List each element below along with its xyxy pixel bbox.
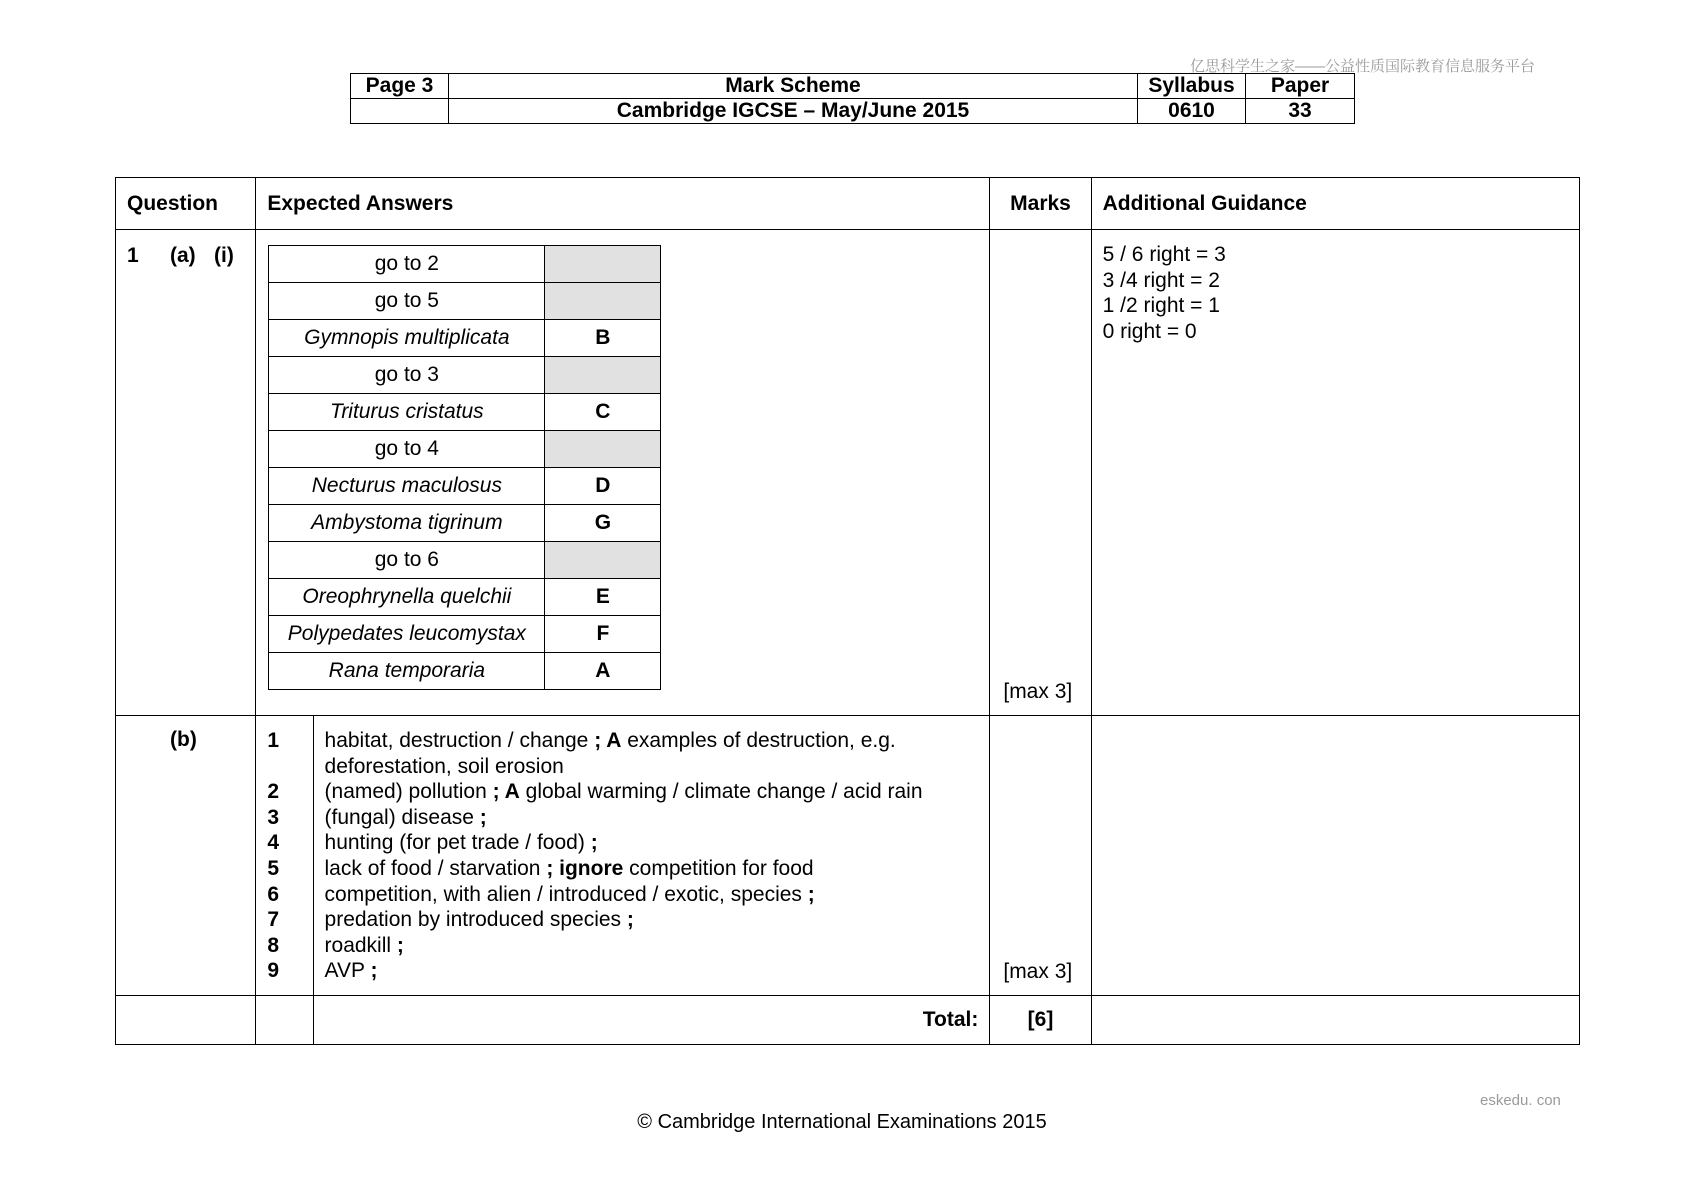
key-text: go to 3: [269, 357, 545, 394]
q1b-guidance: [1091, 716, 1579, 996]
key-row: [269, 320, 661, 357]
key-row: [269, 653, 661, 690]
key-row: [269, 542, 661, 579]
answer-marker: ;: [479, 805, 487, 829]
key-text: Gymnopis multiplicata: [269, 320, 545, 357]
q1a-marks: [max 3]: [1003, 680, 1073, 703]
total-blank-3: [1091, 996, 1579, 1045]
answer-text: hunting (for pet trade / food): [324, 831, 591, 855]
key-letter: [545, 542, 661, 579]
total-marks: [6]: [990, 996, 1091, 1045]
key-letter: B: [545, 320, 661, 357]
q1a-label: [116, 230, 256, 716]
key-text: Polypedates leucomystax: [269, 616, 545, 653]
doc-title: Mark Scheme: [449, 74, 1138, 99]
answer-marker: ;: [590, 831, 598, 855]
guidance-line: 5 / 6 right = 3: [1102, 243, 1226, 266]
page-blank: [351, 99, 449, 124]
q1b-marks: [max 3]: [1003, 960, 1073, 983]
answer-number: 2: [267, 780, 280, 804]
answer-line: [325, 882, 990, 908]
key-text: Oreophrynella quelchii: [269, 579, 545, 616]
answer-text: habitat, destruction / change: [324, 729, 595, 752]
key-letter: [545, 283, 661, 320]
guidance-line: 1 /2 right = 1: [1102, 294, 1220, 318]
q1b-marks-cell: [990, 716, 1091, 996]
answer-number: 6: [267, 882, 280, 906]
answer-text: competition, with alien / introduced / exotic, species: [324, 882, 808, 906]
row-1a: [116, 230, 1580, 716]
guidance-line: 0 right = 0: [1102, 319, 1197, 343]
q1a-marks-cell: [990, 230, 1091, 716]
answer-line: [325, 958, 990, 984]
header-marks: Marks: [990, 178, 1091, 230]
mark-scheme-table: [115, 177, 1580, 1045]
syllabus-label: Syllabus: [1138, 74, 1246, 99]
answer-marker: ; A: [594, 729, 622, 752]
key-row: [269, 394, 661, 431]
answer-text: competition for food: [623, 856, 814, 880]
paper-number: 33: [1246, 99, 1355, 124]
answer-marker: ;: [626, 908, 634, 932]
answer-marker: ;: [396, 933, 404, 957]
row-1b: [116, 716, 1580, 996]
answer-number: [267, 754, 312, 780]
answer-number: 7: [267, 908, 280, 932]
total-label: Total:: [313, 996, 990, 1045]
dichotomous-key: [268, 245, 661, 690]
answer-marker: ; A: [492, 780, 520, 804]
header-table: [350, 73, 1355, 124]
answer-marker: ;: [807, 882, 815, 906]
header-guidance: Additional Guidance: [1091, 178, 1579, 230]
paper-label: Paper: [1246, 74, 1355, 99]
key-row: [269, 616, 661, 653]
key-row: [269, 246, 661, 283]
footer-copyright: © Cambridge International Examinations 2015: [637, 1111, 1047, 1133]
key-row: [269, 468, 661, 505]
key-row: [269, 505, 661, 542]
answer-number: 8: [267, 933, 280, 957]
key-letter: D: [545, 468, 661, 505]
key-letter: F: [545, 616, 661, 653]
header-expected: Expected Answers: [256, 178, 990, 230]
answer-line: [325, 805, 990, 831]
exam-name: Cambridge IGCSE – May/June 2015: [449, 99, 1138, 124]
answer-number: 5: [267, 856, 280, 880]
answer-marker: ;: [370, 959, 378, 983]
key-row: [269, 579, 661, 616]
q-number: 1: [127, 244, 139, 267]
answer-line: [325, 830, 990, 856]
answer-text: examples of destruction, e.g.: [621, 729, 896, 752]
answer-text: roadkill: [324, 933, 397, 957]
header-question: Question: [116, 178, 256, 230]
answer-line: [325, 728, 990, 754]
q1a-answers: [256, 230, 990, 716]
key-text: Ambystoma tigrinum: [269, 505, 545, 542]
answer-number: 4: [267, 831, 280, 855]
q1b-answers: [313, 716, 990, 996]
key-text: Rana temporaria: [269, 653, 545, 690]
table-header-row: [116, 178, 1580, 230]
answer-text: lack of food / starvation: [324, 856, 547, 880]
answer-line: [325, 907, 990, 933]
key-text: Necturus maculosus: [269, 468, 545, 505]
q1a-guidance: [1091, 230, 1579, 716]
q-subpart: (i): [214, 244, 234, 267]
key-letter: G: [545, 505, 661, 542]
row-total: [116, 996, 1580, 1045]
key-letter: E: [545, 579, 661, 616]
key-text: go to 4: [269, 431, 545, 468]
key-row: [269, 357, 661, 394]
watermark-bottom: eskedu. con: [1480, 1092, 1561, 1109]
key-letter: [545, 357, 661, 394]
answer-text: (fungal) disease: [324, 805, 480, 829]
answer-text: predation by introduced species: [324, 908, 627, 932]
answer-text: AVP: [324, 959, 371, 983]
guidance-line: 3 /4 right = 2: [1102, 268, 1220, 292]
answer-number: 9: [267, 959, 280, 983]
answer-number: 1: [267, 729, 280, 752]
key-text: go to 6: [269, 542, 545, 579]
key-row: [269, 431, 661, 468]
key-letter: A: [545, 653, 661, 690]
answer-text: (named) pollution: [324, 780, 493, 804]
total-blank-2: [256, 996, 313, 1045]
key-letter: [545, 431, 661, 468]
syllabus-code: 0610: [1138, 99, 1246, 124]
key-row: [269, 283, 661, 320]
key-letter: C: [545, 394, 661, 431]
key-text: Triturus cristatus: [269, 394, 545, 431]
q1b-numbers: [256, 716, 313, 996]
q-part-b: (b): [170, 728, 197, 751]
q-part: (a): [170, 244, 196, 267]
answer-text: deforestation, soil erosion: [324, 754, 564, 778]
answer-marker: ; ignore: [546, 856, 624, 880]
total-blank-1: [116, 996, 256, 1045]
answer-number: 3: [267, 805, 280, 829]
key-letter: [545, 246, 661, 283]
key-text: go to 5: [269, 283, 545, 320]
answer-text: global warming / climate change / acid rain: [519, 780, 923, 804]
answer-line: [325, 856, 990, 882]
answer-line: [325, 779, 990, 805]
page-label: Page 3: [351, 74, 449, 99]
q1b-label: [116, 716, 256, 996]
answer-line: [325, 933, 990, 959]
watermark-top: 亿思科学生之家——公益性质国际教育信息服务平台: [1190, 58, 1536, 75]
answer-line: [325, 754, 990, 780]
key-text: go to 2: [269, 246, 545, 283]
